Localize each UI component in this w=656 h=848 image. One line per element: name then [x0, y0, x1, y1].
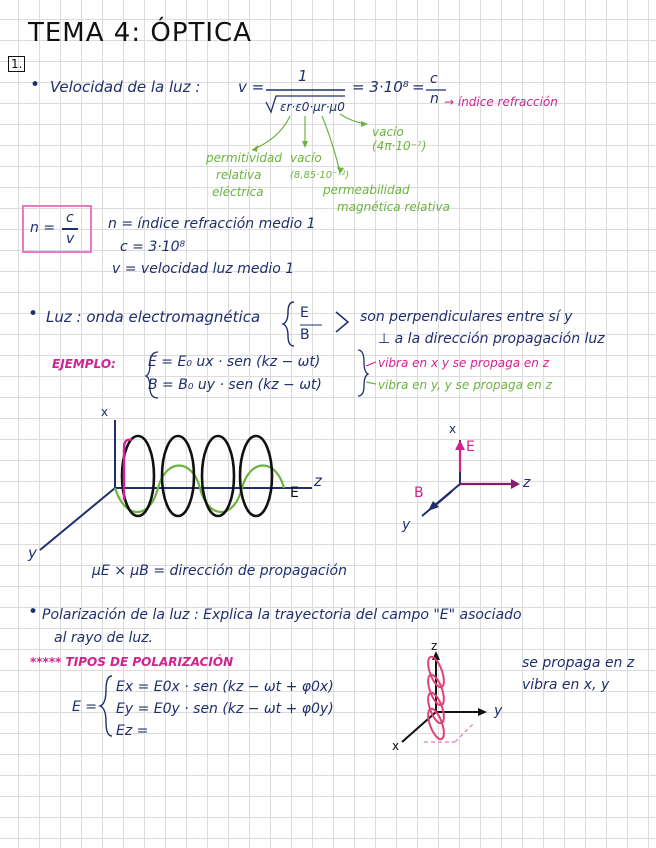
polarization-ey: Ey = E0y · sen (kz − ωt + φ0y) — [116, 701, 334, 717]
example-note-e: vibra en x y se propaga en z — [378, 356, 549, 370]
diagram3-y-label: y — [494, 703, 503, 719]
diagram2-z-label: z — [523, 475, 531, 491]
b-vector: B — [300, 327, 310, 343]
bullet: • — [30, 75, 41, 95]
diagram1-y-label: y — [28, 544, 37, 562]
velocity-ratio-num: c — [430, 71, 438, 87]
refraction-index-note: → índice refracción — [444, 95, 558, 109]
polarization-types-label: ***** TIPOS DE POLARIZACIÓN — [30, 655, 234, 669]
polarization-note-2: vibra en x, y — [522, 677, 610, 693]
velocity-ratio-eq: = — [412, 78, 425, 96]
polarization-ez: Ez = — [116, 723, 149, 739]
definition-v: v = velocidad luz medio 1 — [112, 261, 295, 277]
example-label: EJEMPLO: — [52, 357, 116, 371]
diagram1-e-label: E — [290, 485, 299, 501]
polarization-line-1: Polarización de la luz : Explica la trayectoria del campo "E" asociado — [42, 607, 522, 623]
diagram1-x-label: x — [101, 405, 109, 419]
velocity-ratio-den: n — [430, 91, 439, 107]
page-title: TEMA 4: ÓPTICA — [28, 18, 252, 48]
permeability-note: permeabilidad magnética relativa — [323, 183, 450, 214]
velocity-v-eq: v = — [238, 78, 265, 96]
vacuum-permeability-note: vacío (4π·10⁻⁷) — [372, 125, 427, 153]
diagram2-e-label: E — [466, 439, 475, 455]
perpendicular-note-1: son perpendiculares entre sí y — [360, 309, 573, 325]
example-eq-e: E = E₀ ux · sen (kz − ωt) — [148, 354, 321, 370]
bullet: • — [28, 304, 39, 324]
velocity-numerator: 1 — [298, 67, 308, 85]
polarization-line-2: al rayo de luz. — [54, 630, 154, 646]
perpendicular-note-2: ⊥ a la dirección propagación luz — [378, 331, 605, 347]
bullet: • — [28, 602, 39, 622]
diagram2-y-label: y — [402, 517, 411, 533]
propagation-caption: μE × μB = dirección de propagación — [92, 563, 347, 579]
example-eq-b: B = B₀ uy · sen (kz − ωt) — [148, 377, 322, 393]
diagram3-z-label: z — [431, 639, 438, 653]
definition-c: c = 3·10⁸ — [120, 239, 186, 255]
diagram2-b-label: B — [414, 485, 424, 501]
diagram1-z-label: z — [314, 472, 322, 490]
polarization-ex: Ex = E0x · sen (kz − ωt + φ0x) — [116, 679, 334, 695]
velocity-label: Velocidad de la luz : — [50, 78, 201, 96]
example-note-b: vibra en y, y se propaga en z — [378, 378, 552, 392]
wave-label: Luz : onda electromagnética — [46, 308, 261, 326]
diagram3-x-label: x — [392, 739, 400, 753]
velocity-result: = 3·10⁸ — [352, 78, 409, 96]
boxed-lhs: n = — [30, 220, 56, 236]
section-number: 1. — [8, 56, 25, 72]
e-vector: E — [300, 305, 309, 321]
boxed-den: v — [66, 231, 75, 247]
boxed-num: c — [66, 210, 74, 226]
polarization-e-lhs: E = — [72, 699, 98, 715]
velocity-denominator: εr·ε0·μr·μ0 — [280, 100, 345, 114]
vacuum-permittivity-note: vacío (8,85·10⁻¹²) — [290, 151, 350, 181]
polarization-note-1: se propaga en z — [522, 655, 635, 671]
permittivity-note: permitividad relativa eléctrica — [206, 151, 283, 199]
diagram2-x-label: x — [449, 422, 457, 436]
definition-n: n = índice refracción medio 1 — [108, 216, 316, 232]
